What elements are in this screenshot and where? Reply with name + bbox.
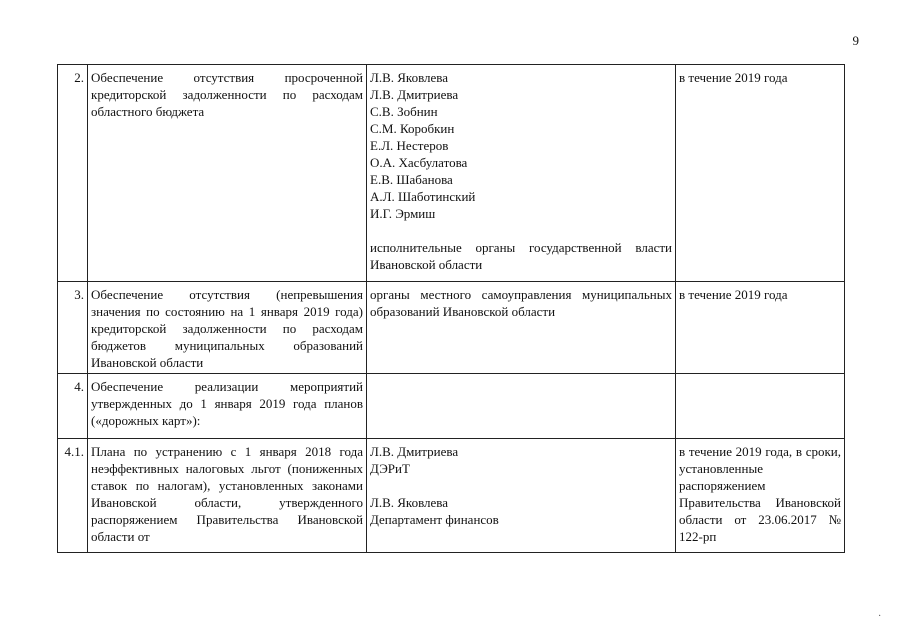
executor-name: О.А. Хасбулатова: [370, 155, 468, 170]
executor-name: Е.Л. Нестеров: [370, 138, 449, 153]
deadline: в течение 2019 года, в сроки, установленные распоряжением Правительства Ивановской области от 23.06.2017 № 122-рп: [676, 439, 845, 553]
executors: [367, 439, 676, 553]
page-number: 9: [852, 33, 859, 48]
executor-name: Л.В. Дмитриева: [370, 87, 459, 102]
executor-name: Л.В. Дмитриева: [370, 444, 459, 459]
task-description: Обеспечение реализации мероприятий утвержденных до 1 января 2019 года планов («дорожных карт»):: [88, 374, 367, 439]
executors: [367, 374, 676, 439]
executor-organization: Департамент финансов: [370, 512, 499, 527]
executors: [367, 65, 676, 282]
executor-name: С.М. Коробкин: [370, 121, 455, 136]
deadline: [676, 374, 845, 439]
table-row: [58, 65, 845, 282]
executor-name: Л.В. Яковлева: [370, 495, 449, 510]
row-number: 3.: [58, 282, 88, 374]
deadline: в течение 2019 года: [676, 65, 845, 282]
executor-organization: ДЭРиТ: [370, 461, 410, 476]
executor-name: И.Г. Эрмиш: [370, 206, 436, 221]
table-row: [58, 282, 845, 374]
executor-organization: исполнительные органы государственной власти Ивановской области: [370, 240, 672, 272]
scan-mark: ·: [878, 611, 882, 622]
task-description: Обеспечение отсутствия просроченной кредиторской задолженности по расходам областного бюджета: [88, 65, 367, 282]
table-row: [58, 374, 845, 439]
task-description: Плана по устранению с 1 января 2018 года неэффективных налоговых льгот (пониженных ставок по налогам), установленных законами Ивановской области, утвержденного распоряжением Правительства Ивановской области от: [88, 439, 367, 553]
executor-name: С.В. Зобнин: [370, 104, 438, 119]
executor-name: Е.В. Шабанова: [370, 172, 453, 187]
row-number: 4.1.: [58, 439, 88, 553]
executors: органы местного самоуправления муниципальных образований Ивановской области: [367, 282, 676, 374]
executor-name: А.Л. Шаботинский: [370, 189, 476, 204]
deadline: в течение 2019 года: [676, 282, 845, 374]
row-number: 4.: [58, 374, 88, 439]
action-plan-table: [57, 64, 845, 553]
task-description: Обеспечение отсутствия (непревышения значения по состоянию на 1 января 2019 года) кредиторской задолженности по расходам бюджетов муниципальных образований Ивановской области: [88, 282, 367, 374]
row-number: 2.: [58, 65, 88, 282]
table-row: [58, 439, 845, 553]
executor-name: Л.В. Яковлева: [370, 70, 449, 85]
